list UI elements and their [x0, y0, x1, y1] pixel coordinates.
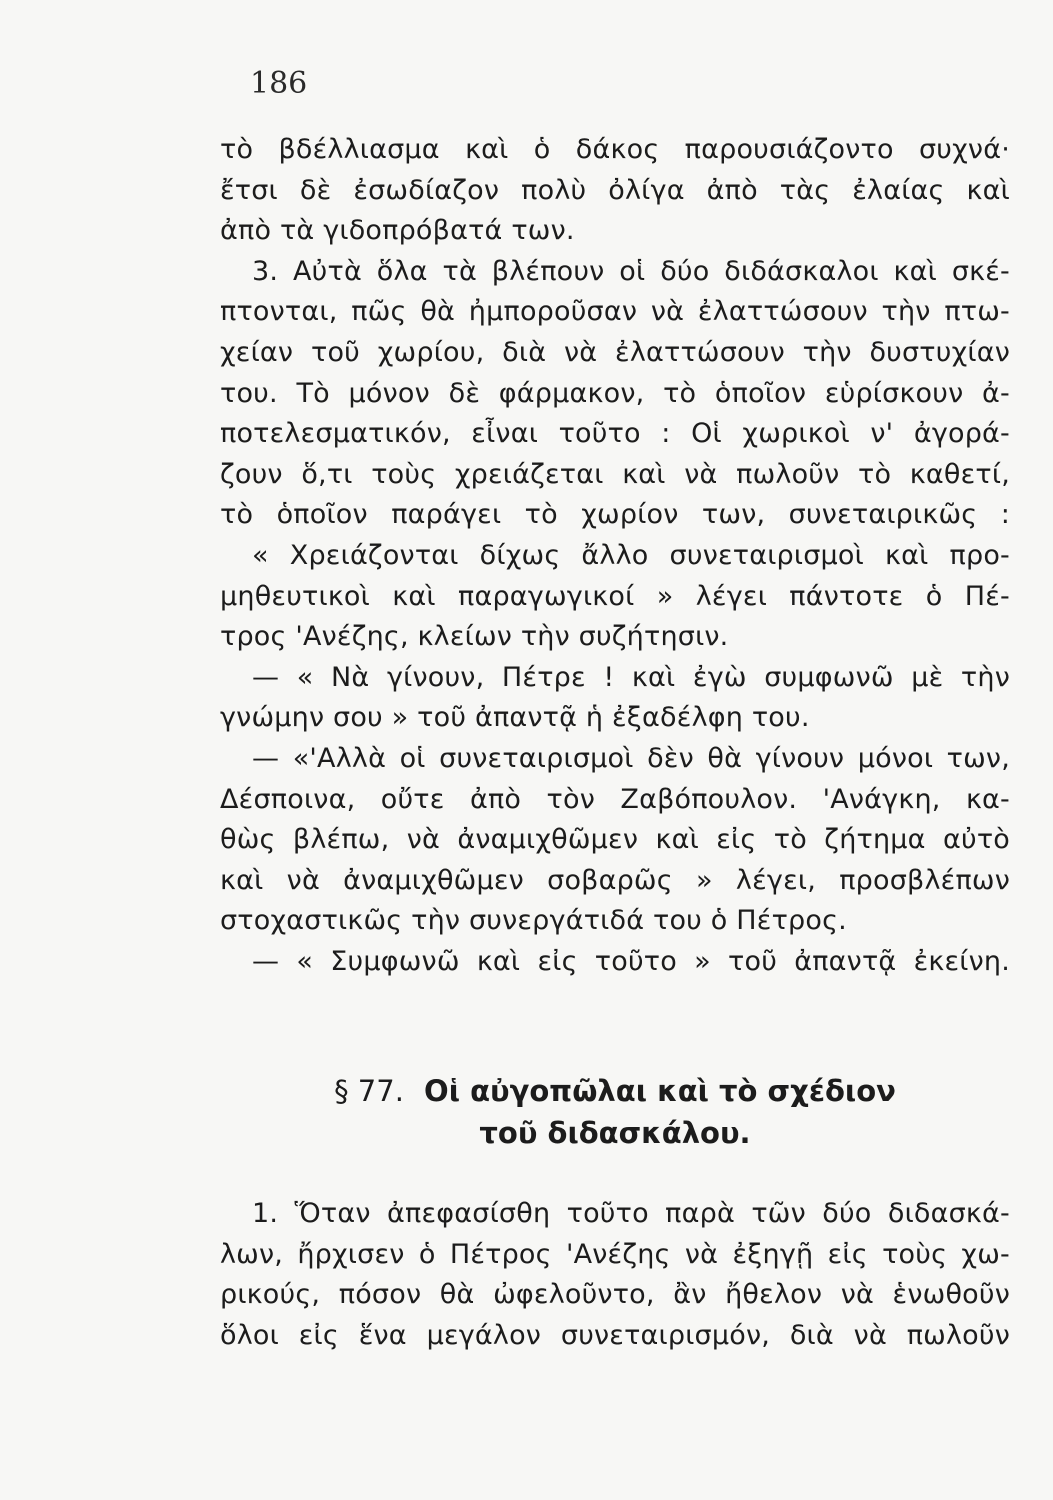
section-heading [220, 1070, 1010, 1154]
dialogue-line: — «'Αλλὰ οἱ συνεταιρισμοὶ δὲν θὰ γίνουν μόνοι των, [252, 742, 1010, 774]
page-number: 186 [250, 66, 308, 101]
text-line: τὸ ὁποῖον παράγει τὸ χωρίον των, συνεταιρικῶς : [220, 499, 1010, 531]
text-line: ζουν ὅ,τι τοὺς χρειάζεται καὶ νὰ πωλοῦν τὸ καθετί, [220, 458, 1010, 490]
text-line: λων, ἤρχισεν ὁ Πέτρος 'Ανέζης νὰ ἐξηγῇ εἰς τοὺς χω- [220, 1238, 1010, 1270]
text-line: καὶ νὰ ἀναμιχθῶμεν σοβαρῶς » λέγει, προσβλέπων [220, 864, 1010, 896]
text-line: Δέσποινα, οὔτε ἀπὸ τὸν Ζαβόπουλον. 'Ανάγκη, κα- [220, 783, 1010, 815]
dialogue-line: — « Νὰ γίνουν, Πέτρε ! καὶ ἐγὼ συμφωνῶ μὲ τὴν [252, 661, 1010, 693]
text-line: θὼς βλέπω, νὰ ἀναμιχθῶμεν καὶ εἰς τὸ ζήτημα αὐτὸ [220, 824, 1010, 856]
text-line: χείαν τοῦ χωρίου, διὰ νὰ ἐλαττώσουν τὴν δυστυχίαν [220, 336, 1010, 368]
section-title: Οἱ αὐγοπῶλαι καὶ τὸ σχέδιον [424, 1074, 896, 1108]
text-line: στοχαστικῶς τὴν συνεργάτιδά του ὁ Πέτρος. [220, 905, 847, 937]
section-mark: § 77. [334, 1074, 404, 1108]
quote-line: « Χρειάζονται δίχως ἄλλο συνεταιρισμοὶ καὶ προ- [252, 539, 1010, 571]
text-line: ἔτσι δὲ ἐσωδίαζον πολὺ ὀλίγα ἀπὸ τὰς ἐλαίας καὶ [220, 174, 1010, 206]
text-line: τὸ βδέλλιασμα καὶ ὁ δάκος παρουσιάζοντο συχνά· [220, 134, 1010, 165]
text-line: ρικούς, πόσον θὰ ὠφελοῦντο, ἂν ἤθελον νὰ ἑνωθοῦν [220, 1279, 1010, 1311]
body-text-block-1 [220, 130, 1010, 982]
dialogue-line: — « Συμφωνῶ καὶ εἰς τοῦτο » τοῦ ἀπαντᾷ ἐκείνη. [252, 945, 1010, 977]
section-heading-line-2: τοῦ διδασκάλου. [479, 1116, 751, 1150]
text-line: τρος 'Ανέζης, κλείων τὴν συζήτησιν. [220, 621, 729, 653]
text-line: ποτελεσματικόν, εἶναι τοῦτο : Οἱ χωρικοὶ ν' ἀγορά- [220, 418, 1010, 450]
paragraph-3-start-line: 3. Αὐτὰ ὅλα τὰ βλέπουν οἱ δύο διδάσκαλοι καὶ σκέ- [252, 255, 1010, 287]
body-text-block-2 [220, 1194, 1010, 1356]
text-line: του. Τὸ μόνον δὲ φάρμακον, τὸ ὁποῖον εὑρίσκουν ἀ- [220, 377, 1010, 409]
paragraph-1-start-line: 1. Ὅταν ἀπεφασίσθη τοῦτο παρὰ τῶν δύο διδασκά- [252, 1198, 1010, 1229]
text-line: μηθευτικοὶ καὶ παραγωγικοί » λέγει πάντοτε ὁ Πέ- [220, 580, 1010, 612]
text-line: πτονται, πῶς θὰ ἠμποροῦσαν νὰ ἐλαττώσουν τὴν πτω- [220, 296, 1010, 328]
text-line: ἀπὸ τὰ γιδοπρόβατά των. [220, 215, 575, 247]
section-heading-line-1 [220, 1070, 1010, 1112]
text-line: ὅλοι εἰς ἕνα μεγάλον συνεταιρισμόν, διὰ νὰ πωλοῦν [220, 1319, 1010, 1351]
text-line: γνώμην σου » τοῦ ἀπαντᾷ ἡ ἐξαδέλφη του. [220, 702, 810, 734]
